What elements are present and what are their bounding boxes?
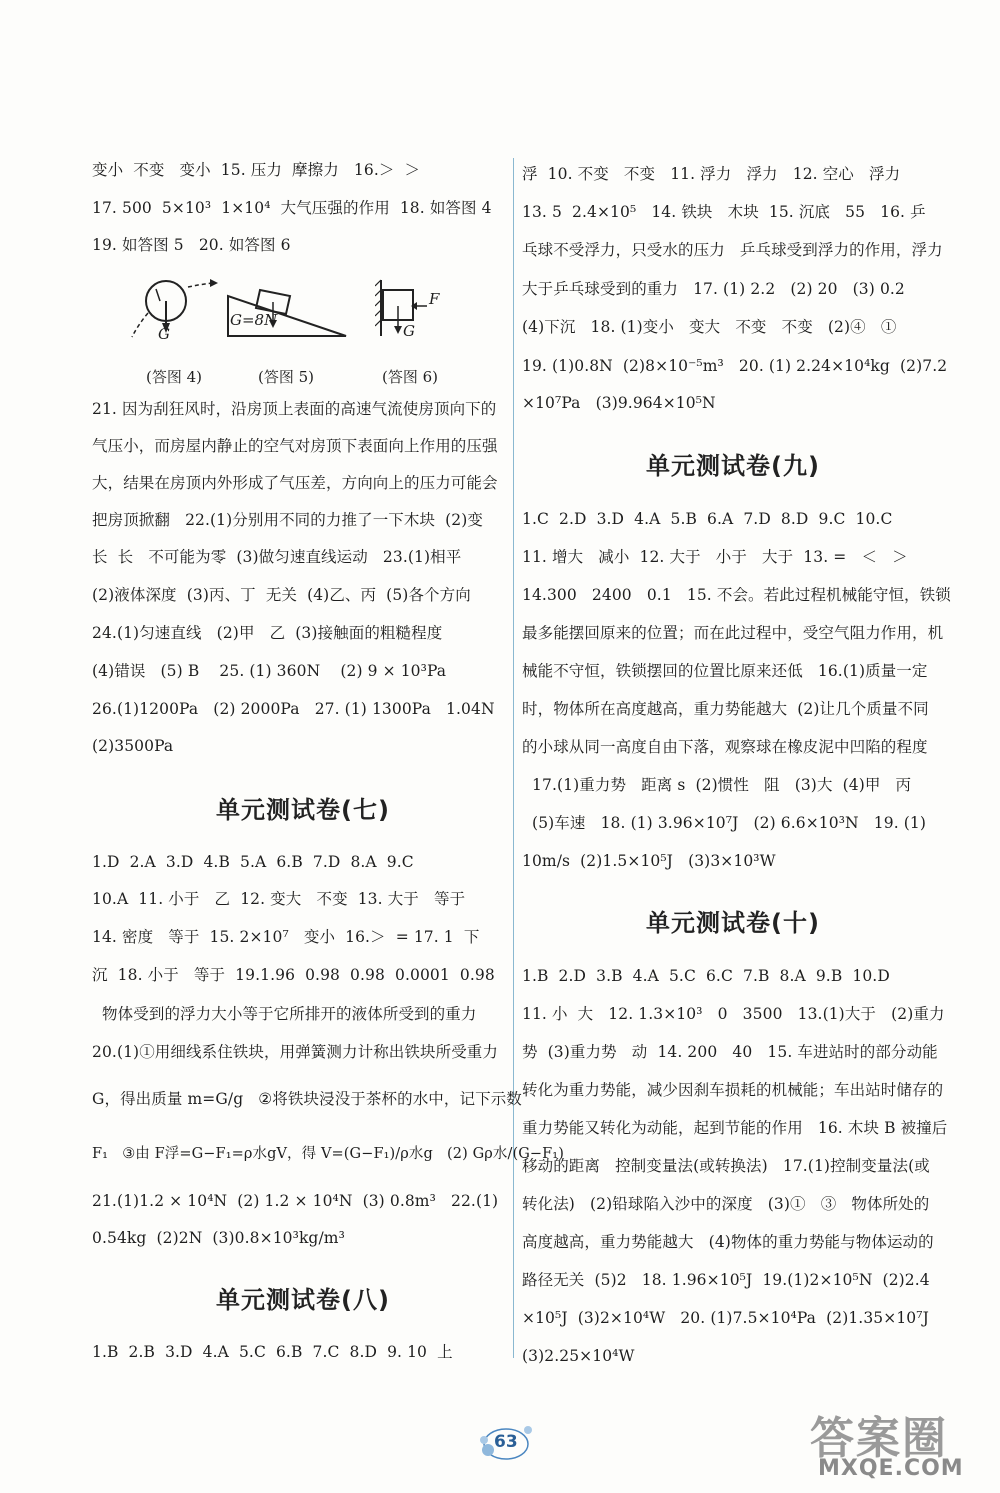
figure-6 [375,278,447,342]
section-heading: 单元测试卷(七) [216,796,390,824]
column-divider [513,158,514,1358]
text-line: 把房顶掀翻 22.(1)分别用不同的力推了一下木块 (2)变 [92,511,483,529]
text-line: 重力势能又转化为动能，起到节能的作用 16. 木块 B 被撞后 [522,1119,948,1137]
text-line: 1.C 2.D 3.D 4.A 5.B 6.A 7.D 8.D 9.C 10.C [522,510,893,528]
text-line: 长 长 不可能为零 (3)做匀速直线运动 23.(1)相平 [92,548,462,566]
text-line: (3)2.25×10⁴W [522,1347,635,1365]
text-line: 10.A 11. 小于 乙 12. 变大 不变 13. 大于 等于 [92,890,466,908]
text-line: ×10⁷Pa (3)9.964×10⁵N [522,394,716,412]
text-line: (4)下沉 18. (1)变小 变大 不变 不变 (2)④ ① [522,318,897,336]
text-line: 21.(1)1.2 × 10⁴N (2) 1.2 × 10⁴N (3) 0.8m³ 22.(1) [92,1192,499,1210]
text-line: (4)错误 (5) B 25. (1) 360N (2) 9 × 10³Pa [92,662,447,680]
text-line: 14. 密度 等于 15. 2×10⁷ 变小 16.＞ = 17. 1 下 [92,928,480,946]
text-line: 路径无关 (5)2 18. 1.96×10⁵J 19.(1)2×10⁵N (2)2.4 [522,1271,930,1289]
text-line: 气压小，而房屋内静止的空气对房顶下表面向上作用的压强 [92,437,498,455]
text-line: 17. 500 5×10³ 1×10⁴ 大气压强的作用 18. 如答图 4 [92,199,492,217]
figure-5-label: G=8N [230,311,278,329]
text-line: 10m/s (2)1.5×10⁵J (3)3×10³W [522,852,776,870]
figure-caption: (答图 4) [146,368,203,386]
text-line: 17.(1)重力势 距离 s (2)惯性 阻 (3)大 (4)甲 丙 [522,776,912,794]
text-line: 19. (1)0.8N (2)8×10⁻⁵m³ 20. (1) 2.24×10⁴kg (2)7.2 [522,357,948,375]
text-line: ×10⁵J (3)2×10⁴W 20. (1)7.5×10⁴Pa (2)1.35×10⁷J [522,1309,929,1327]
text-line: 时，物体所在高度越高，重力势能越大 (2)让几个质量不同 [522,700,929,718]
text-line: 1.B 2.D 3.B 4.A 5.C 6.C 7.B 8.A 9.B 10.D [522,967,890,985]
text-line: (5)车速 18. (1) 3.96×10⁷J (2) 6.6×10³N 19. (1) [522,814,927,832]
text-line: 1.D 2.A 3.D 4.B 5.A 6.B 7.D 8.A 9.C [92,853,414,871]
watermark [790,1400,990,1490]
text-line: 沉 18. 小于 等于 19.1.96 0.98 0.98 0.0001 0.98 [92,966,495,984]
text-line: 0.54kg (2)2N (3)0.8×10³kg/m³ [92,1229,345,1247]
figure-4 [128,275,218,345]
text-line: (2)液体深度 (3)丙、丁 无关 (4)乙、丙 (5)各个方向 [92,586,471,604]
text-line: F₁ ③由 F浮=G−F₁=ρ水gV，得 V=(G−F₁)/ρ水g (2) Gρ水/(G−F₁) [92,1146,564,1162]
text-line: 26.(1)1200Pa (2) 2000Pa 27. (1) 1300Pa 1.04N [92,700,495,718]
figure-4-label: G [158,325,170,343]
figure-6-label-g: G [403,322,415,340]
figure-6-label-f: F [429,290,440,308]
text-line: 14.300 2400 0.1 15. 不会。若此过程机械能守恒，铁锁 [522,586,951,604]
text-line: 最多能摆回原来的位置；而在此过程中，受空气阻力作用，机 [522,624,944,642]
figure-5 [226,284,350,342]
text-line: 高度越高，重力势能越大 (4)物体的重力势能与物体运动的 [522,1233,934,1251]
text-line: 势 (3)重力势 动 14. 200 40 15. 车进站时的部分动能 [522,1043,938,1061]
section-heading: 单元测试卷(十) [646,909,820,937]
text-line: 转化为重力势能，减少因刹车损耗的机械能；车出站时储存的 [522,1081,944,1099]
page-number [478,1420,538,1464]
text-line: 乓球不受浮力，只受水的压力 乒乓球受到浮力的作用，浮力 [522,241,943,259]
figure-caption: (答图 5) [258,368,315,386]
text-line: 11. 增大 减小 12. 大于 小于 大于 13. = ＜ ＞ [522,548,908,566]
text-line: (2)3500Pa [92,737,174,755]
text-line: 的小球从同一高度自由下落，观察球在橡皮泥中凹陷的程度 [522,738,928,756]
text-line: 物体受到的浮力大小等于它所排开的液体所受到的重力 [92,1005,477,1023]
text-line: 21. 因为刮狂风时，沿房顶上表面的高速气流使房顶向下的 [92,400,497,418]
text-line: 移动的距离 控制变量法(或转换法) 17.(1)控制变量法(或 [522,1157,930,1175]
figure-caption: (答图 6) [382,368,439,386]
watermark-logo: 答案圈 [810,1413,948,1464]
text-line: 大，结果在房顶内外形成了气压差，方向向上的压力可能会 [92,474,498,492]
text-line: 19. 如答图 5 20. 如答图 6 [92,236,291,254]
text-line: 11. 小 大 12. 1.3×10³ 0 3500 13.(1)大于 (2)重力 [522,1005,945,1023]
text-line: 大于乒乓球受到的重力 17. (1) 2.2 (2) 20 (3) 0.2 [522,280,905,298]
text-line: 1.B 2.B 3.D 4.A 5.C 6.B 7.C 8.D 9. 10 上 [92,1343,453,1361]
watermark-url: MXQE.COM [818,1456,964,1481]
figure-4-drawing [128,275,218,345]
page-number-text: 63 [494,1432,518,1452]
text-line: G，得出质量 m=G/g ②将铁块浸没于茶杯的水中，记下示数 [92,1090,522,1108]
text-line: 变小 不变 变小 15. 压力 摩擦力 16.＞ ＞ [92,161,421,179]
text-line: 浮 10. 不变 不变 11. 浮力 浮力 12. 空心 浮力 [522,165,901,183]
section-heading: 单元测试卷(九) [646,452,820,480]
text-line: 24.(1)匀速直线 (2)甲 乙 (3)接触面的粗糙程度 [92,624,443,642]
section-heading: 单元测试卷(八) [216,1286,390,1314]
text-line: 械能不守恒，铁锁摆回的位置比原来还低 16.(1)质量一定 [522,662,928,680]
text-line: 13. 5 2.4×10⁵ 14. 铁块 木块 15. 沉底 55 16. 乒 [522,203,926,221]
text-line: 20.(1)①用细线系住铁块，用弹簧测力计称出铁块所受重力 [92,1043,499,1061]
text-line: 转化法) (2)铅球陷入沙中的深度 (3)① ③ 物体所处的 [522,1195,930,1213]
